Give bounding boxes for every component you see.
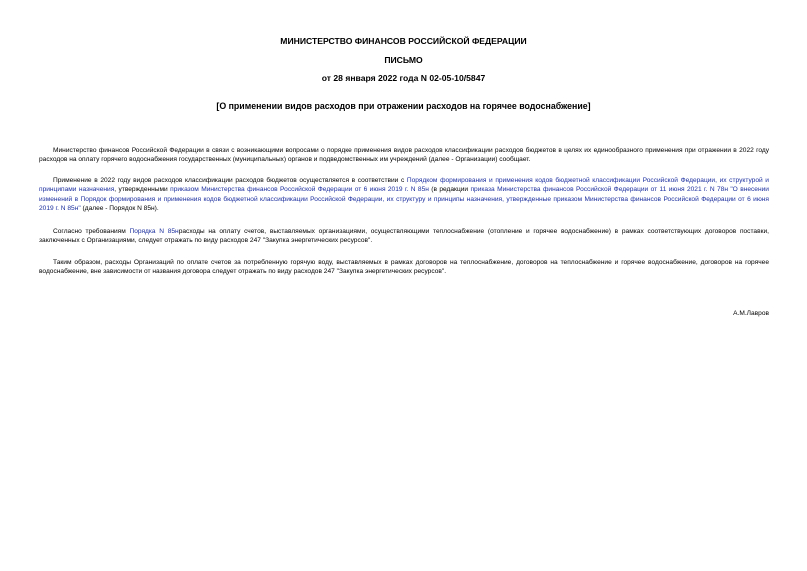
paragraph-4 (39, 258, 769, 277)
paragraph-2-text-part-1: Применение в 2022 году видов расходов классификации расходов бюджетов осуществляется в соответствии с (53, 177, 407, 184)
paragraph-3-text-part-2: расходы на оплату счетов, выставляемых организациями, осуществляющими теплоснабжение (отопление и горячее водоснабжение) в рамках соответствующих договоров поставки, заключенных с Организациями, следует отражать по виду расходов 247 "Закупка энергетических ресурсов". (39, 228, 769, 245)
paragraph-4-text: Таким образом, расходы Организаций по оплате счетов за потребленную горячую воду, выставляемых в рамках договоров на теплоснабжение, договоров на теплоснабжение и горячее водоснабжение, договоров на горячее водоснабжение, вне зависимости от названия договора следует отражать по виду расходов 247 "Закупка энергетических ресурсов". (39, 259, 769, 276)
document-kind-heading: ПИСЬМО (384, 55, 423, 65)
link-order-85n[interactable]: приказом Министерства финансов Российской Федерации от 6 июня 2019 г. N 85н (170, 186, 429, 194)
paragraph-3-text (39, 227, 769, 246)
link-procedure-85n[interactable]: Порядка N 85н (129, 228, 179, 235)
paragraph-3 (39, 227, 769, 246)
paragraph-1 (39, 146, 769, 165)
document-subject: [О применении видов расходов при отражении расходов на горячее водоснабжение] (216, 101, 591, 111)
paragraph-2 (39, 176, 769, 213)
paragraph-1-text: Министерство финансов Российской Федерации в связи с возникающими вопросами о порядке применения видов расходов классификации расходов бюджетов в целях их единообразного применения при отражении в 2022 году расходов на оплату горячего водоснабжения государственных (муниципальных) органов и подведомственных им учреждений (далее - Организации) сообщает. (39, 147, 769, 164)
paragraph-2-text-part-3: (в редакции (428, 186, 471, 194)
paragraph-2-text-part-4: (далее - Порядок N 85н). (80, 204, 159, 212)
link-budget-classification-procedure[interactable]: Порядком формирования и применения кодов бюджетной классификации Российской Федерации, их структурой и принципами назначения (39, 177, 769, 194)
document-date-number: от 28 января 2022 года N 02-05-10/5847 (321, 73, 486, 83)
paragraph-2-text-part-2: , утвержденными (114, 186, 171, 194)
ministry-heading: МИНИСТЕРСТВО ФИНАНСОВ РОССИЙСКОЙ ФЕДЕРАЦИИ (280, 36, 527, 46)
paragraph-2-text (39, 176, 769, 213)
signature: А.М.Лавров (733, 310, 769, 317)
paragraph-3-text-part-1: Согласно требованиям (53, 228, 130, 235)
link-order-78n[interactable]: приказа Министерства финансов Российской Федерации от 11 июня 2021 г. N 78н "О внесении изменений в Порядок формирования и применения кодов бюджетной классификации Российской Федерации, их структуру и принципы назначения, утвержденные приказом Министерства финансов Российской Федерации от 6 июня 2019 г. N 85н" (39, 186, 769, 212)
